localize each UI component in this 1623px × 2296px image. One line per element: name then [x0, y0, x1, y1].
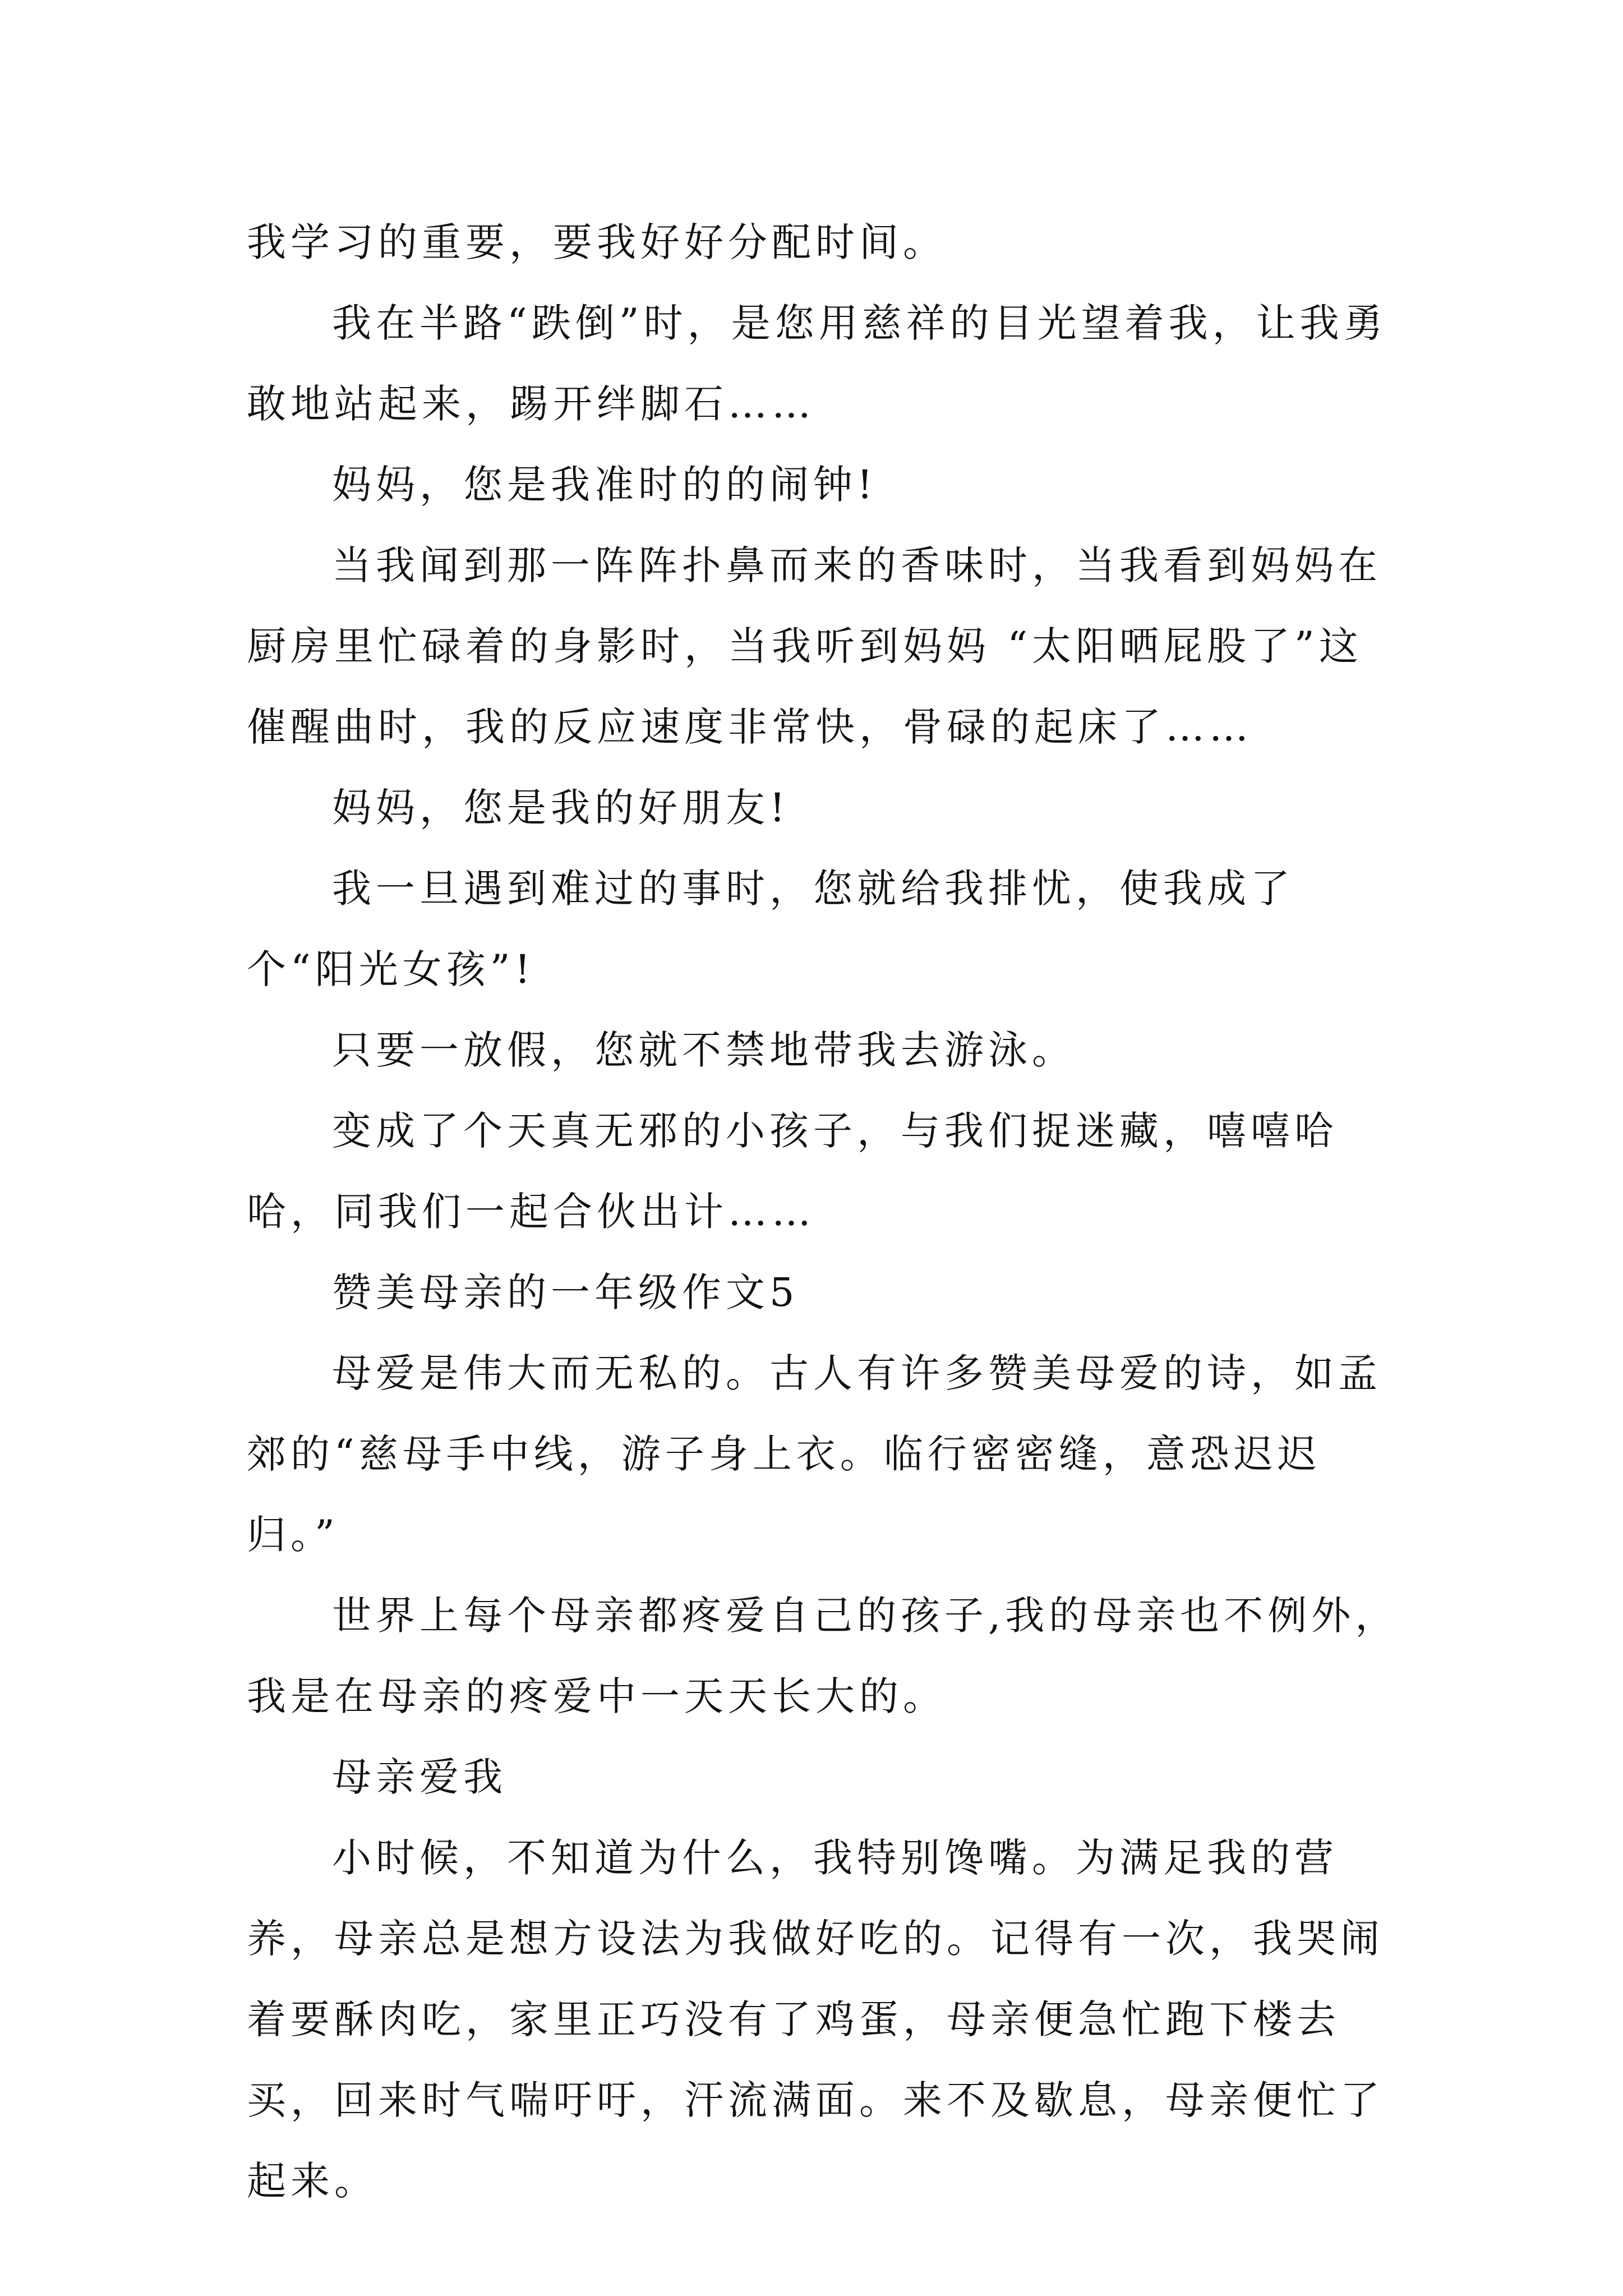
paragraph: 只要一放假，您就不禁地带我去游泳。: [332, 1027, 1076, 1073]
paragraph: 世界上每个母亲都疼爱自己的孩子,我的母亲也不例外，我是在母亲的疼爱中一天天长大的。: [247, 1593, 1399, 1719]
paragraph: 我一旦遇到难过的事时，您就给我排忧，使我成了个“阳光女孩”!: [247, 866, 1294, 992]
section-heading: 赞美母亲的一年级作文5: [332, 1269, 799, 1315]
paragraph: 小时候，不知道为什么，我特别馋嘴。为满足我的营养，母亲总是想方设法为我做好吃的。记得有一次，我哭闹着要酥肉吃，家里正巧没有了鸡蛋，母亲便急忙跑下楼去买，回来时气喘吁吁，汗流满面。来不及歇息，母亲便忙了起来。: [247, 1835, 1384, 2204]
paragraph: 妈妈，您是我准时的的闹钟!: [332, 462, 878, 508]
paragraph: 我学习的重要，要我好好分配时间。: [247, 219, 947, 265]
paragraph: 母爱是伟大而无私的。古人有许多赞美母爱的诗，如孟郊的“慈母手中线，游子身上衣。临行密密缝，意恐迟迟归。”: [247, 1350, 1382, 1558]
paragraph: 我在半路“跌倒”时，是您用慈祥的目光望着我，让我勇敢地站起来，踢开绊脚石……: [247, 300, 1387, 427]
paragraph: 当我闻到那一阵阵扑鼻而来的香味时，当我看到妈妈在厨房里忙碌着的身影时，当我听到妈妈 “太阳晒屁股了”这催醒曲时，我的反应速度非常快，骨碌的起床了……: [247, 542, 1382, 750]
paragraph: 变成了个天真无邪的小孩子，与我们捉迷藏，嘻嘻哈哈，同我们一起合伙出计……: [247, 1108, 1338, 1235]
paragraph: 妈妈，您是我的好朋友!: [332, 785, 790, 831]
document-body: [247, 202, 1402, 2221]
subheading: 母亲爱我: [332, 1754, 507, 1800]
